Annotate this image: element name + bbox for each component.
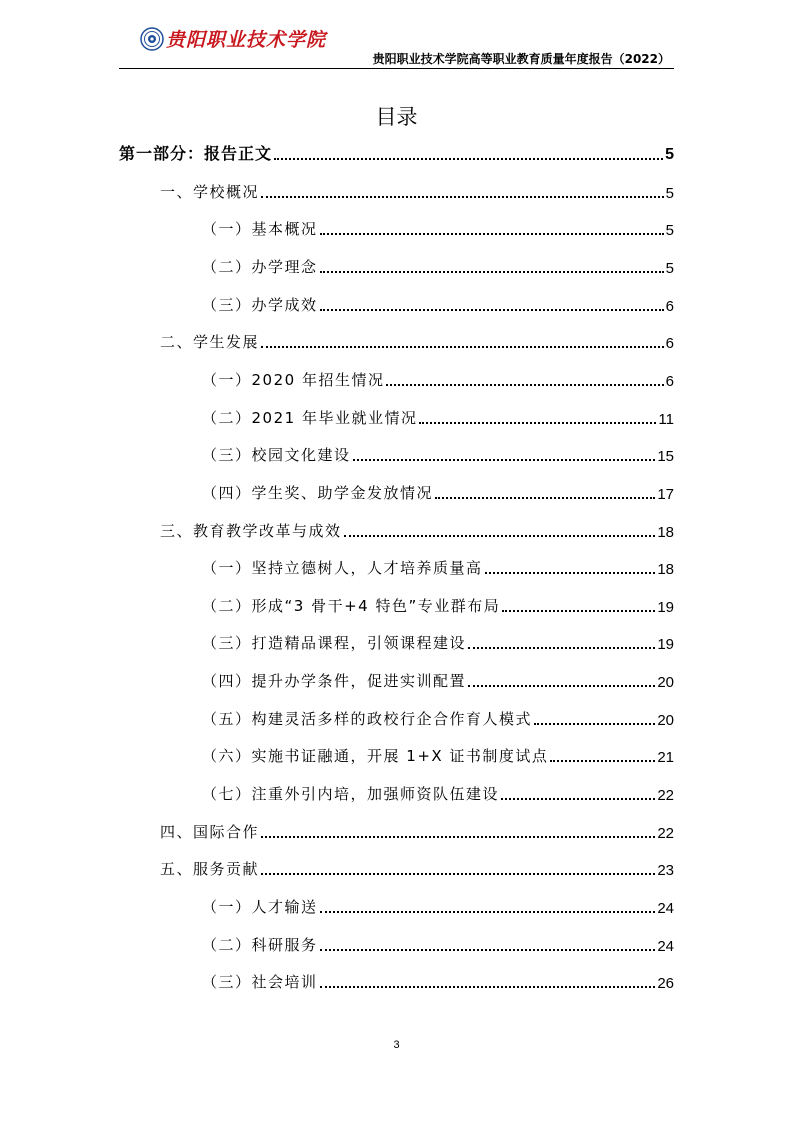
toc-dot-leader xyxy=(502,610,655,612)
toc-dot-leader xyxy=(468,647,655,649)
toc-entry[interactable] xyxy=(202,366,674,390)
toc-entry-page: 23 xyxy=(657,862,674,880)
toc-entry-page: 6 xyxy=(665,335,674,353)
toc-entry-label: （二）形成“3 骨干+4 特色”专业群布局 xyxy=(202,596,501,615)
toc-title: 目录 xyxy=(375,105,418,129)
toc-dot-leader xyxy=(320,233,664,235)
toc-entry-page: 20 xyxy=(657,711,674,729)
toc-entry-page: 11 xyxy=(658,410,674,428)
toc-entry-page: 18 xyxy=(657,561,674,579)
toc-entry[interactable] xyxy=(202,215,674,239)
toc-dot-leader xyxy=(274,158,663,160)
toc-entry-label: 五、服务贡献 xyxy=(160,860,260,879)
toc-entry-label: 四、国际合作 xyxy=(160,822,260,841)
toc-entry[interactable] xyxy=(202,893,674,917)
toc-dot-leader xyxy=(485,572,656,574)
toc-dot-leader xyxy=(435,497,655,499)
toc-entry[interactable] xyxy=(202,479,674,503)
toc-entry[interactable] xyxy=(202,705,674,729)
toc-entry[interactable] xyxy=(202,554,674,578)
toc-entry-page: 24 xyxy=(657,900,674,917)
toc-entry-page: 19 xyxy=(657,598,674,616)
toc-entry[interactable] xyxy=(202,291,674,315)
toc-entry-label: 三、教育教学改革与成效 xyxy=(160,521,342,540)
toc-entry[interactable] xyxy=(160,178,674,202)
toc-dot-leader xyxy=(320,986,656,988)
toc-entry-page: 26 xyxy=(657,975,674,993)
toc-entry-label: （五）构建灵活多样的政校行企合作育人模式 xyxy=(202,709,533,728)
toc-entry-page: 5 xyxy=(665,146,674,163)
toc-entry-page: 5 xyxy=(665,259,674,277)
toc-dot-leader xyxy=(468,685,655,687)
toc-entry[interactable] xyxy=(202,742,674,766)
toc-dot-leader xyxy=(386,384,663,386)
toc-entry[interactable] xyxy=(160,818,674,842)
toc-entry[interactable] xyxy=(202,253,674,277)
toc-entry-label: （三）打造精品课程，引领课程建设 xyxy=(202,634,467,653)
toc-entry[interactable] xyxy=(202,968,674,992)
toc-entry[interactable] xyxy=(202,592,674,616)
report-header-title: 贵阳职业技术学院高等职业教育质量年度报告（2022） xyxy=(372,52,670,66)
toc-entry-page: 22 xyxy=(657,787,674,805)
toc-entry-page: 19 xyxy=(657,636,674,654)
toc-entry[interactable] xyxy=(202,404,674,428)
toc-entry-label: （一）人才输送 xyxy=(202,898,318,916)
toc-entry-label: 二、学生发展 xyxy=(160,333,260,352)
header-divider xyxy=(119,68,674,69)
toc-dot-leader xyxy=(534,723,655,725)
toc-entry-page: 5 xyxy=(665,222,674,240)
toc-entry[interactable] xyxy=(160,517,674,541)
toc-entry[interactable] xyxy=(202,780,674,804)
toc-entry[interactable] xyxy=(160,855,674,879)
toc-entry-page: 20 xyxy=(657,674,674,692)
toc-entry-label: （三）社会培训 xyxy=(202,973,318,992)
toc-entry[interactable] xyxy=(202,667,674,691)
toc-entry-label: （二）科研服务 xyxy=(202,935,318,954)
toc-entry-label: （一）坚持立德树人，人才培养质量高 xyxy=(202,559,483,578)
toc-entry-page: 6 xyxy=(665,372,674,390)
toc-entry-label: （六）实施书证融通，开展 1+X 证书制度试点 xyxy=(202,747,549,766)
toc-entry[interactable] xyxy=(160,328,674,352)
toc-dot-leader xyxy=(419,422,656,424)
toc-entry-page: 24 xyxy=(657,937,674,955)
toc-entry-label: （四）提升办学条件，促进实训配置 xyxy=(202,672,467,691)
school-logo-text: 贵阳职业技术学院 xyxy=(166,29,327,51)
page-number: 3 xyxy=(393,1039,400,1051)
toc-dot-leader xyxy=(261,873,655,875)
toc-dot-leader xyxy=(320,271,664,273)
toc-entry-page: 18 xyxy=(657,523,674,541)
toc-dot-leader xyxy=(261,196,664,198)
toc-dot-leader xyxy=(550,760,655,762)
toc-dot-leader xyxy=(320,309,664,311)
toc-dot-leader xyxy=(501,798,655,800)
toc-dot-leader xyxy=(344,535,656,537)
toc-entry[interactable] xyxy=(202,931,674,955)
toc-entry-label: （三）校园文化建设 xyxy=(202,446,351,465)
toc-dot-leader xyxy=(320,911,656,913)
toc-entry[interactable] xyxy=(119,140,674,164)
toc-entry-page: 15 xyxy=(657,448,674,466)
toc-entry-label: 第一部分：报告正文 xyxy=(119,144,273,163)
toc-dot-leader xyxy=(353,459,656,461)
toc-dot-leader xyxy=(320,949,656,951)
toc-dot-leader xyxy=(261,346,664,348)
toc-entry-label: （七）注重外引内培，加强师资队伍建设 xyxy=(202,785,500,804)
toc-entry[interactable] xyxy=(202,441,674,465)
toc-entry-label: （三）办学成效 xyxy=(202,295,318,314)
toc-entry-page: 17 xyxy=(657,485,674,503)
toc-entry-label: （二）2021 年毕业就业情况 xyxy=(202,408,418,427)
page-header xyxy=(0,0,793,70)
toc-entry-page: 5 xyxy=(665,184,674,202)
toc-entry-label: （二）办学理念 xyxy=(202,257,318,276)
toc-entry-page: 6 xyxy=(665,297,674,315)
toc-entry-label: （四）学生奖、助学金发放情况 xyxy=(202,483,434,502)
toc-entry-label: （一）2020 年招生情况 xyxy=(202,370,385,389)
toc-entry-page: 21 xyxy=(657,749,674,767)
toc-entry-label: 一、学校概况 xyxy=(160,182,260,201)
school-emblem-icon xyxy=(140,27,164,51)
toc-entry[interactable] xyxy=(202,629,674,653)
toc-entry-page: 22 xyxy=(657,824,674,842)
toc-entry-label: （一）基本概况 xyxy=(202,220,318,239)
toc-dot-leader xyxy=(261,836,655,838)
